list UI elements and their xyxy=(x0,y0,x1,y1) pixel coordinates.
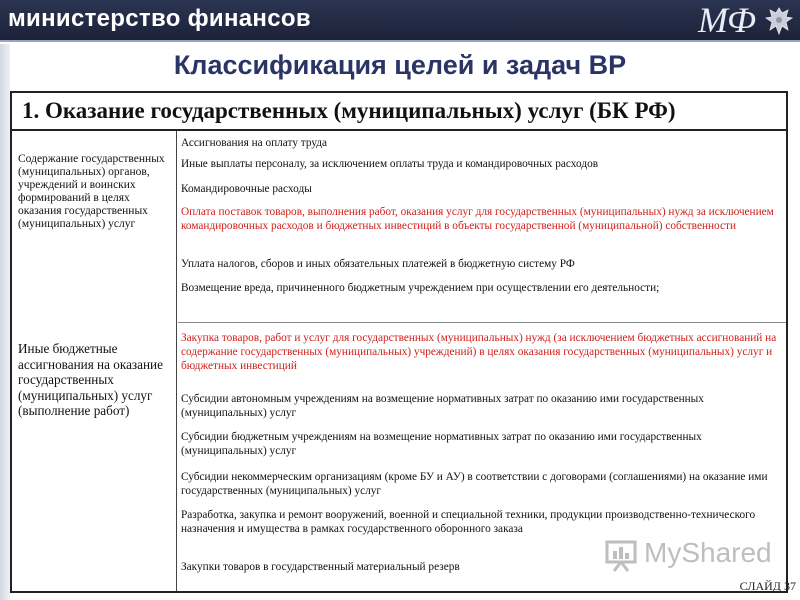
table-right-column xyxy=(178,131,786,591)
table-row: Возмещение вреда, причиненного бюджетным учреждением при осуществлении его деятельности; xyxy=(181,282,660,294)
presentation-board-icon xyxy=(604,537,640,573)
ministry-title: министерство финансов xyxy=(8,5,311,32)
header-bar xyxy=(0,0,800,42)
row-divider xyxy=(178,322,786,323)
myshared-watermark xyxy=(602,535,780,575)
table-row: Закупки товаров в государственный материальный резерв xyxy=(181,561,460,573)
slide-number: СЛАЙД 37 xyxy=(739,579,796,593)
table-row: Ассигнования на оплату труда xyxy=(181,137,328,149)
double-headed-eagle-icon xyxy=(762,4,796,38)
left-cell-maintenance: Содержание государственных (муниципальных) органов, учреждений и воинских формирований в целях оказания государственных (муниципальных) услуг xyxy=(18,153,165,230)
table-row: Командировочные расходы xyxy=(181,183,312,195)
ministry-logo: МФ xyxy=(697,0,756,40)
left-decor-bar xyxy=(0,44,10,600)
table-row: Субсидии бюджетным учреждениям на возмещение нормативных затрат по оказанию ими государственных (муниципальных) услуг xyxy=(181,431,702,457)
table-row: Закупка товаров, работ и услуг для государственных (муниципальных) нужд (за исключением бюджетных ассигнований на содержание государственных (муниципальных) учреждений) в целях оказания государственных (муниципальных) услуг и бюджетных инвестиций xyxy=(181,332,777,372)
table-row: Субсидии некоммерческим организациям (кроме БУ и АУ) в соответствии с договорами (соглашениями) на оказание ими государственных (муниципальных) услуг xyxy=(181,471,768,497)
classification-table xyxy=(10,91,788,593)
left-cell-other-allocations: Иные бюджетные ассигнования на оказание государственных (муниципальных) услуг (выполнение работ) xyxy=(18,341,163,418)
table-left-column xyxy=(12,131,177,591)
table-row: Иные выплаты персоналу, за исключением оплаты труда и командировочных расходов xyxy=(181,158,599,170)
table-heading: 1. Оказание государственных (муниципальных) услуг (БК РФ) xyxy=(12,93,786,131)
table-row: Оплата поставок товаров, выполнения работ, оказания услуг для государственных (муниципальных) нужд за исключением командировочных расходов и бюджетных инвестиций в объекты государственной (муниципальной) собственности xyxy=(181,206,774,232)
table-row: Уплата налогов, сборов и иных обязательных платежей в бюджетную систему РФ xyxy=(181,258,575,270)
watermark-text: MyShared xyxy=(644,537,772,568)
slide-title: Классификация целей и задач ВР xyxy=(173,50,627,80)
table-row: Субсидии автономным учреждениям на возмещение нормативных затрат по оказанию ими государственных (муниципальных) услуг xyxy=(181,393,704,419)
table-row: Разработка, закупка и ремонт вооружений, военной и специальной техники, продукции производственно-технического назначения и имущества в рамках государственного оборонного заказа xyxy=(181,509,756,535)
